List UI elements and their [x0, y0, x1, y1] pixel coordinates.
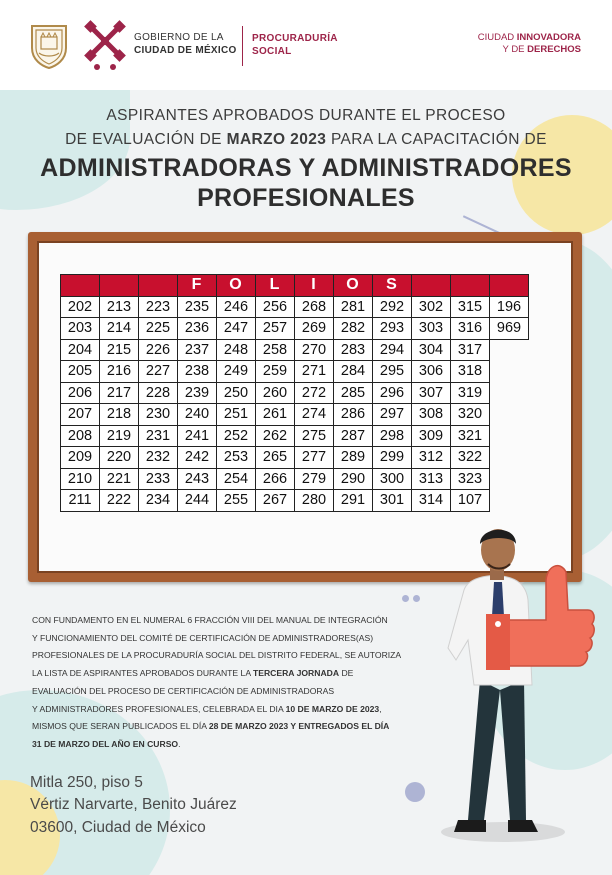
folios-row: [61, 447, 529, 469]
folio-cell: 241: [178, 425, 217, 447]
header-cell: [100, 275, 139, 297]
folio-cell: 290: [334, 468, 373, 490]
folio-cell: 282: [334, 318, 373, 340]
government-name: [134, 31, 237, 57]
folio-cell: 202: [61, 296, 100, 318]
title-line3: ADMINISTRADORAS Y ADMINISTRADORES: [40, 154, 572, 182]
folios-row: [61, 382, 529, 404]
empty-cell: [490, 361, 529, 383]
folio-cell: 320: [451, 404, 490, 426]
folio-cell: 279: [295, 468, 334, 490]
folio-cell: 309: [412, 425, 451, 447]
empty-cell: [490, 382, 529, 404]
folio-cell: 298: [373, 425, 412, 447]
folio-cell: 280: [295, 490, 334, 512]
folio-cell: 196: [490, 296, 529, 318]
paragraph-line: CON FUNDAMENTO EN EL NUMERAL 6 FRACCIÓN VIII DEL MANUAL DE INTEGRACIÓN: [32, 615, 388, 625]
folio-cell: 253: [217, 447, 256, 469]
folio-cell: 228: [139, 382, 178, 404]
folio-cell: 231: [139, 425, 178, 447]
header-cell: [412, 275, 451, 297]
folio-cell: 268: [295, 296, 334, 318]
folio-cell: 222: [100, 490, 139, 512]
address-line1: Mitla 250, piso 5: [30, 774, 143, 791]
folio-cell: 295: [373, 361, 412, 383]
folio-cell: 260: [256, 382, 295, 404]
folio-cell: 272: [295, 382, 334, 404]
folio-cell: 289: [334, 447, 373, 469]
slogan: [478, 32, 581, 56]
folio-cell: 233: [139, 468, 178, 490]
header-letter: O: [334, 275, 373, 297]
lavender-dot-1: [402, 595, 409, 602]
folio-cell: 319: [451, 382, 490, 404]
folio-cell: 287: [334, 425, 373, 447]
city-coat-of-arms-icon: [29, 23, 69, 69]
folio-cell: 236: [178, 318, 217, 340]
empty-cell: [490, 339, 529, 361]
folios-row: [61, 318, 529, 340]
folio-cell: 225: [139, 318, 178, 340]
folio-cell: 262: [256, 425, 295, 447]
header-divider: [242, 26, 243, 66]
folio-cell: 217: [100, 382, 139, 404]
folio-cell: 266: [256, 468, 295, 490]
folio-cell: 284: [334, 361, 373, 383]
folio-cell: 234: [139, 490, 178, 512]
folio-cell: 214: [100, 318, 139, 340]
folios-row: [61, 339, 529, 361]
folio-cell: 291: [334, 490, 373, 512]
folio-cell: 294: [373, 339, 412, 361]
paragraph-line: 31 DE MARZO DEL AÑO EN CURSO.: [32, 738, 181, 749]
folio-cell: 285: [334, 382, 373, 404]
folio-cell: 299: [373, 447, 412, 469]
header-letter: L: [256, 275, 295, 297]
folio-cell: 312: [412, 447, 451, 469]
person-thumbs-up-illustration: [428, 520, 598, 850]
folio-cell: 249: [217, 361, 256, 383]
folio-cell: 205: [61, 361, 100, 383]
folio-cell: 244: [178, 490, 217, 512]
header-letter: F: [178, 275, 217, 297]
folio-cell: 323: [451, 468, 490, 490]
paragraph-line: PROFESIONALES DE LA PROCURADURÍA SOCIAL DEL DISTRITO FEDERAL, SE AUTORIZA: [32, 650, 402, 661]
folio-cell: 230: [139, 404, 178, 426]
folio-cell: 204: [61, 339, 100, 361]
folio-cell: 303: [412, 318, 451, 340]
folios-header-row: [61, 275, 529, 297]
agency-name-line1: PROCURADURÍA: [252, 33, 338, 44]
folio-cell: 308: [412, 404, 451, 426]
header-letter: I: [295, 275, 334, 297]
folio-cell: 257: [256, 318, 295, 340]
folio-cell: 247: [217, 318, 256, 340]
folio-cell: 306: [412, 361, 451, 383]
empty-cell: [490, 425, 529, 447]
folio-cell: 283: [334, 339, 373, 361]
header-letter: S: [373, 275, 412, 297]
folio-cell: 226: [139, 339, 178, 361]
header-cell: [451, 275, 490, 297]
folio-cell: 302: [412, 296, 451, 318]
header-cell: [490, 275, 529, 297]
lavender-dot-2: [413, 595, 420, 602]
address-line3: 03600, Ciudad de México: [30, 818, 206, 836]
folio-cell: 267: [256, 490, 295, 512]
folio-cell: 215: [100, 339, 139, 361]
paragraph-line: EVALUACIÓN DEL PROCESO DE CERTIFICACIÓN DE ADMINISTRADORAS: [32, 685, 335, 696]
folio-cell: 242: [178, 447, 217, 469]
folio-cell: 211: [61, 490, 100, 512]
paragraph-line: LA LISTA DE ASPIRANTES APROBADOS DURANTE LA TERCERA JORNADA DE: [32, 668, 354, 679]
folio-cell: 243: [178, 468, 217, 490]
folio-cell: 296: [373, 382, 412, 404]
folio-cell: 297: [373, 404, 412, 426]
address-block: [30, 772, 237, 839]
paragraph-line: Y FUNCIONAMIENTO DEL COMITÉ DE CERTIFICACIÓN DE ADMINISTRADORES(AS): [32, 632, 374, 643]
government-name-line2: CIUDAD DE MÉXICO: [134, 45, 237, 56]
lavender-dot-large: [405, 782, 425, 802]
folio-cell: 969: [490, 318, 529, 340]
folio-cell: 265: [256, 447, 295, 469]
folio-cell: 321: [451, 425, 490, 447]
folio-cell: 292: [373, 296, 412, 318]
folio-cell: 275: [295, 425, 334, 447]
folios-row: [61, 296, 529, 318]
folio-cell: 216: [100, 361, 139, 383]
folio-cell: 208: [61, 425, 100, 447]
folio-cell: 235: [178, 296, 217, 318]
folio-cell: 316: [451, 318, 490, 340]
folios-table: [60, 274, 529, 512]
title-line4: PROFESIONALES: [197, 184, 415, 212]
folio-cell: 219: [100, 425, 139, 447]
empty-cell: [490, 404, 529, 426]
authorization-paragraph: [32, 612, 432, 754]
agency-name-line2: SOCIAL: [252, 46, 292, 57]
folio-cell: 207: [61, 404, 100, 426]
folio-cell: 240: [178, 404, 217, 426]
paragraph-line: MISMOS QUE SERAN PUBLICADOS EL DÍA 28 DE MARZO 2023 Y ENTREGADOS EL DÍA: [32, 721, 390, 732]
header-cell: [139, 275, 178, 297]
folio-cell: 220: [100, 447, 139, 469]
slogan-line2: Y DE DERECHOS: [502, 44, 581, 55]
header-letter: O: [217, 275, 256, 297]
folio-cell: 203: [61, 318, 100, 340]
folios-row: [61, 361, 529, 383]
folio-cell: 250: [217, 382, 256, 404]
empty-cell: [490, 490, 529, 512]
address-line2: Vértiz Narvarte, Benito Juárez: [30, 796, 237, 814]
folio-cell: 213: [100, 296, 139, 318]
folio-cell: 270: [295, 339, 334, 361]
title-line2: DE EVALUACIÓN DE MARZO 2023 PARA LA CAPACITACIÓN DE: [65, 131, 547, 148]
folio-cell: 251: [217, 404, 256, 426]
folio-cell: 218: [100, 404, 139, 426]
folio-cell: 252: [217, 425, 256, 447]
folio-cell: 315: [451, 296, 490, 318]
folio-cell: 238: [178, 361, 217, 383]
folios-row: [61, 425, 529, 447]
folio-cell: 269: [295, 318, 334, 340]
header-cell: [61, 275, 100, 297]
folio-cell: 209: [61, 447, 100, 469]
folio-cell: 277: [295, 447, 334, 469]
paragraph-line: Y ADMINISTRADORES PROFESIONALES, CELEBRADA EL DIA 10 DE MARZO DE 2023,: [32, 703, 382, 714]
folio-cell: 322: [451, 447, 490, 469]
header: [0, 0, 612, 90]
folio-cell: 318: [451, 361, 490, 383]
folio-cell: 239: [178, 382, 217, 404]
folios-row: [61, 404, 529, 426]
folio-cell: 300: [373, 468, 412, 490]
title-line1: ASPIRANTES APROBADOS DURANTE EL PROCESO: [106, 107, 506, 124]
folio-cell: 237: [178, 339, 217, 361]
folio-cell: 246: [217, 296, 256, 318]
folio-cell: 304: [412, 339, 451, 361]
folio-cell: 307: [412, 382, 451, 404]
folio-cell: 221: [100, 468, 139, 490]
government-name-line1: GOBIERNO DE LA: [134, 32, 224, 43]
folio-cell: 314: [412, 490, 451, 512]
folio-cell: 258: [256, 339, 295, 361]
folio-cell: 301: [373, 490, 412, 512]
folio-cell: 248: [217, 339, 256, 361]
folio-cell: 256: [256, 296, 295, 318]
folio-cell: 206: [61, 382, 100, 404]
folio-cell: 259: [256, 361, 295, 383]
slogan-line1: CIUDAD INNOVADORA: [477, 32, 581, 43]
folio-cell: 274: [295, 404, 334, 426]
folio-cell: 210: [61, 468, 100, 490]
folio-cell: 271: [295, 361, 334, 383]
folio-cell: 261: [256, 404, 295, 426]
folio-cell: 223: [139, 296, 178, 318]
folios-row: [61, 490, 529, 512]
folio-cell: 254: [217, 468, 256, 490]
folio-cell: 281: [334, 296, 373, 318]
folio-cell: 227: [139, 361, 178, 383]
folio-cell: 317: [451, 339, 490, 361]
folio-cell: 293: [373, 318, 412, 340]
folio-cell: 255: [217, 490, 256, 512]
folio-cell: 107: [451, 490, 490, 512]
empty-cell: [490, 447, 529, 469]
folio-cell: 232: [139, 447, 178, 469]
folio-cell: 313: [412, 468, 451, 490]
cdmx-logo-icon: [82, 18, 128, 72]
agency-name: [252, 32, 338, 58]
folio-cell: 286: [334, 404, 373, 426]
empty-cell: [490, 468, 529, 490]
folios-row: [61, 468, 529, 490]
